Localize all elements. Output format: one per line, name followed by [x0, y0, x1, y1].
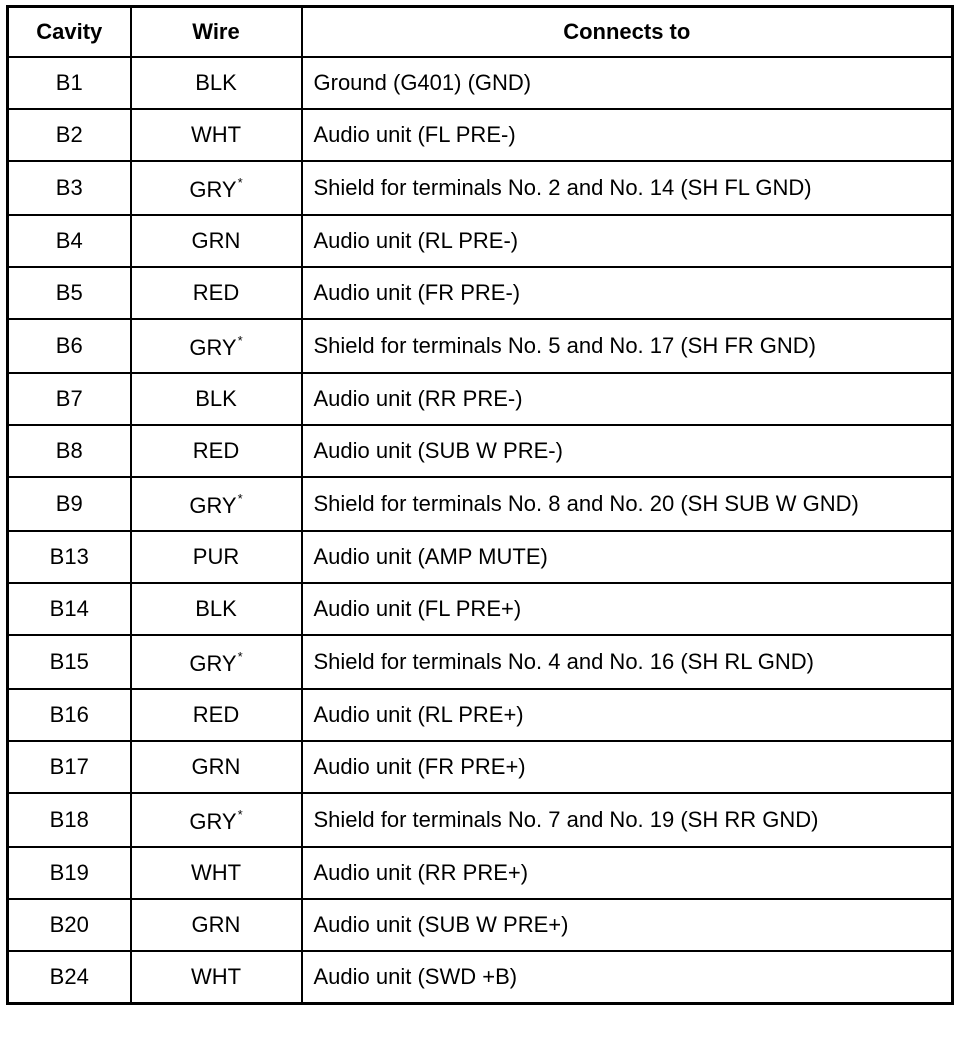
shield-footnote-marker: *	[237, 174, 243, 190]
cavity-cell: B8	[8, 425, 131, 477]
wire-color-label: BLK	[195, 386, 237, 411]
table-row	[8, 583, 953, 635]
wire-cell	[131, 267, 302, 319]
connects-to-cell: Audio unit (FR PRE+)	[302, 741, 953, 793]
wire-color-label: GRY	[189, 808, 237, 834]
connects-to-cell: Ground (G401) (GND)	[302, 57, 953, 109]
wire-color-label: BLK	[195, 596, 237, 621]
shield-footnote-marker: *	[237, 648, 243, 664]
wire-color-label: WHT	[190, 964, 242, 989]
wire-color-label: BLK	[195, 70, 237, 95]
wire-color-label: WHT	[190, 122, 242, 147]
connects-to-cell: Audio unit (RR PRE-)	[302, 373, 953, 425]
wire-color-label: RED	[192, 438, 240, 463]
wire-color-label: GRY	[189, 650, 237, 676]
connects-to-cell: Audio unit (FL PRE+)	[302, 583, 953, 635]
cavity-cell: B13	[8, 531, 131, 583]
table-header	[8, 7, 953, 58]
cavity-cell: B7	[8, 373, 131, 425]
header-row	[8, 7, 953, 58]
cavity-cell: B18	[8, 793, 131, 847]
connects-to-cell: Audio unit (SWD +B)	[302, 951, 953, 1004]
shield-footnote-marker: *	[237, 332, 243, 348]
table-body	[8, 57, 953, 1004]
wire-cell	[131, 319, 302, 373]
connects-to-cell: Shield for terminals No. 4 and No. 16 (SH RL GND)	[302, 635, 953, 689]
connects-to-cell: Audio unit (FR PRE-)	[302, 267, 953, 319]
wire-color-label: GRN	[191, 754, 241, 779]
table-row	[8, 899, 953, 951]
connects-to-cell: Audio unit (SUB W PRE+)	[302, 899, 953, 951]
wire-cell	[131, 899, 302, 951]
connects-to-cell: Audio unit (AMP MUTE)	[302, 531, 953, 583]
cavity-cell: B20	[8, 899, 131, 951]
cavity-cell: B17	[8, 741, 131, 793]
wire-cell	[131, 531, 302, 583]
wire-cell	[131, 741, 302, 793]
table-row	[8, 793, 953, 847]
wire-cell	[131, 477, 302, 531]
table-row	[8, 161, 953, 215]
cavity-cell: B9	[8, 477, 131, 531]
wire-color-label: GRN	[191, 912, 241, 937]
table-row	[8, 267, 953, 319]
cavity-cell: B24	[8, 951, 131, 1004]
wire-color-label: GRY	[189, 492, 237, 518]
wire-cell	[131, 215, 302, 267]
cavity-cell: B5	[8, 267, 131, 319]
connects-to-cell: Shield for terminals No. 7 and No. 19 (SH RR GND)	[302, 793, 953, 847]
cavity-cell: B4	[8, 215, 131, 267]
cavity-cell: B16	[8, 689, 131, 741]
header-connects-to: Connects to	[302, 7, 953, 58]
connects-to-cell: Audio unit (RL PRE-)	[302, 215, 953, 267]
connects-to-cell: Shield for terminals No. 8 and No. 20 (SH SUB W GND)	[302, 477, 953, 531]
wire-color-label: RED	[192, 280, 240, 305]
wire-cell	[131, 951, 302, 1004]
cavity-cell: B15	[8, 635, 131, 689]
header-wire: Wire	[131, 7, 302, 58]
table-row	[8, 689, 953, 741]
wire-color-label: GRN	[191, 228, 241, 253]
table-row	[8, 319, 953, 373]
wire-cell	[131, 635, 302, 689]
shield-footnote-marker: *	[237, 806, 243, 822]
wire-cell	[131, 793, 302, 847]
wire-cell	[131, 161, 302, 215]
wire-cell	[131, 109, 302, 161]
wire-cell	[131, 847, 302, 899]
cavity-cell: B1	[8, 57, 131, 109]
wire-color-label: PUR	[192, 544, 240, 569]
cavity-table-container	[6, 5, 951, 1005]
cavity-cell: B2	[8, 109, 131, 161]
table-row	[8, 109, 953, 161]
wire-color-label: RED	[192, 702, 240, 727]
wire-color-label: WHT	[190, 860, 242, 885]
table-row	[8, 531, 953, 583]
cavity-cell: B19	[8, 847, 131, 899]
connects-to-cell: Shield for terminals No. 5 and No. 17 (SH FR GND)	[302, 319, 953, 373]
table-row	[8, 951, 953, 1004]
wire-cell	[131, 373, 302, 425]
wire-cell	[131, 57, 302, 109]
shield-footnote-marker: *	[237, 490, 243, 506]
cavity-cell: B3	[8, 161, 131, 215]
table-row	[8, 215, 953, 267]
connects-to-cell: Audio unit (FL PRE-)	[302, 109, 953, 161]
connects-to-cell: Audio unit (RL PRE+)	[302, 689, 953, 741]
wire-color-label: GRY	[189, 176, 237, 202]
table-row	[8, 425, 953, 477]
connects-to-cell: Audio unit (RR PRE+)	[302, 847, 953, 899]
connects-to-cell: Audio unit (SUB W PRE-)	[302, 425, 953, 477]
wire-cell	[131, 583, 302, 635]
table-row	[8, 477, 953, 531]
cavity-cell: B6	[8, 319, 131, 373]
connector-cavity-table	[6, 5, 954, 1005]
table-row	[8, 741, 953, 793]
connects-to-cell: Shield for terminals No. 2 and No. 14 (SH FL GND)	[302, 161, 953, 215]
wire-cell	[131, 689, 302, 741]
header-cavity: Cavity	[8, 7, 131, 58]
wire-cell	[131, 425, 302, 477]
table-row	[8, 373, 953, 425]
table-row	[8, 57, 953, 109]
table-row	[8, 635, 953, 689]
cavity-cell: B14	[8, 583, 131, 635]
wire-color-label: GRY	[189, 334, 237, 360]
table-row	[8, 847, 953, 899]
